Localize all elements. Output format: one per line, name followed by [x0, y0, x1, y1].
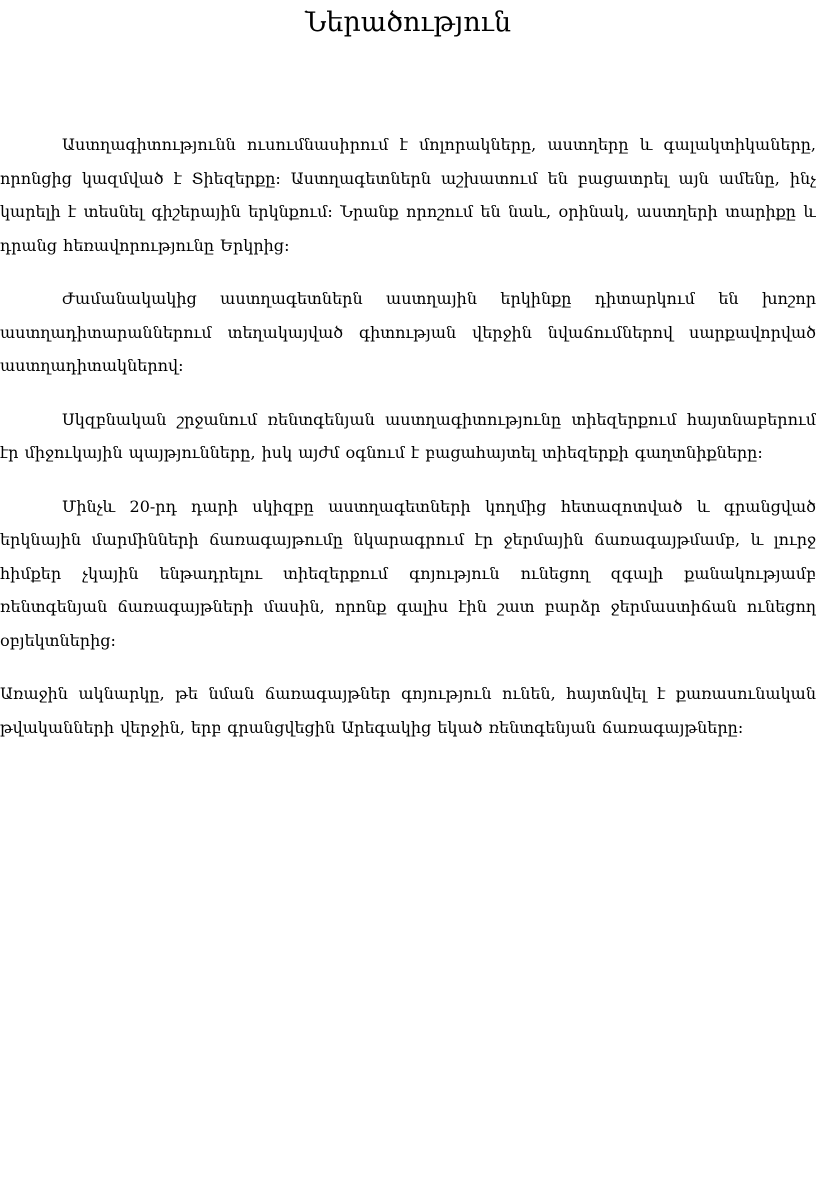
document-body	[0, 128, 816, 764]
paragraph-1: Աստղագիտությունն ուսումնասիրում է մոլորակները, աստղերը և գալակտիկաները, որոնցից կազմված է Տիեզերքը: Աստղագետներն աշխատում են բացատրել այն ամենը, ինչ կարելի է տեսնել գիշերային երկնքում: Նրանք որոշում են նաև, օրինակ, աստղերի տարիքը և դրանց հեռավորությունը Երկրից:	[0, 135, 816, 255]
paragraph-3: Սկզբնական շրջանում ռենտգենյան աստղագիտությունը տիեզերքում հայտնաբերում էր միջուկային պայթյունները, իսկ այժմ օգնում է բացահայտել տիեզերքի գաղտնիքները:	[0, 409, 816, 462]
document-title: Ներածություն	[305, 7, 511, 38]
paragraph-2: Ժամանակակից աստղագետներն աստղային երկինքը դիտարկում են խոշոր աստղադիտարաններում տեղակայված գիտության վերջին նվաճումներով սարքավորված աստղադիտակներով:	[0, 289, 816, 375]
paragraph-4: Մինչև 20-րդ դարի սկիզբը աստղագետների կողմից հետազոտված և գրանցված երկնային մարմինների ճառագայթումը նկարագրում էր ջերմային ճառագայթմամբ, և լուրջ հիմքեր չկային ենթադրելու տիեզերքում գոյություն ունեցող զգալի քանակությամբ ռենտգենյան ճառագայթների մասին, որոնք գալիս էին շատ բարձր ջերմաստիճան ունեցող օբյեկտներից:	[0, 496, 816, 650]
paragraph-5: Առաջին ակնարկը, թե նման ճառագայթներ գոյություն ունեն, հայտնվել է քառասունական թվականների վերջին, երբ գրանցվեցին Արեգակից եկած ռենտգենյան ճառագայթները:	[0, 684, 816, 737]
